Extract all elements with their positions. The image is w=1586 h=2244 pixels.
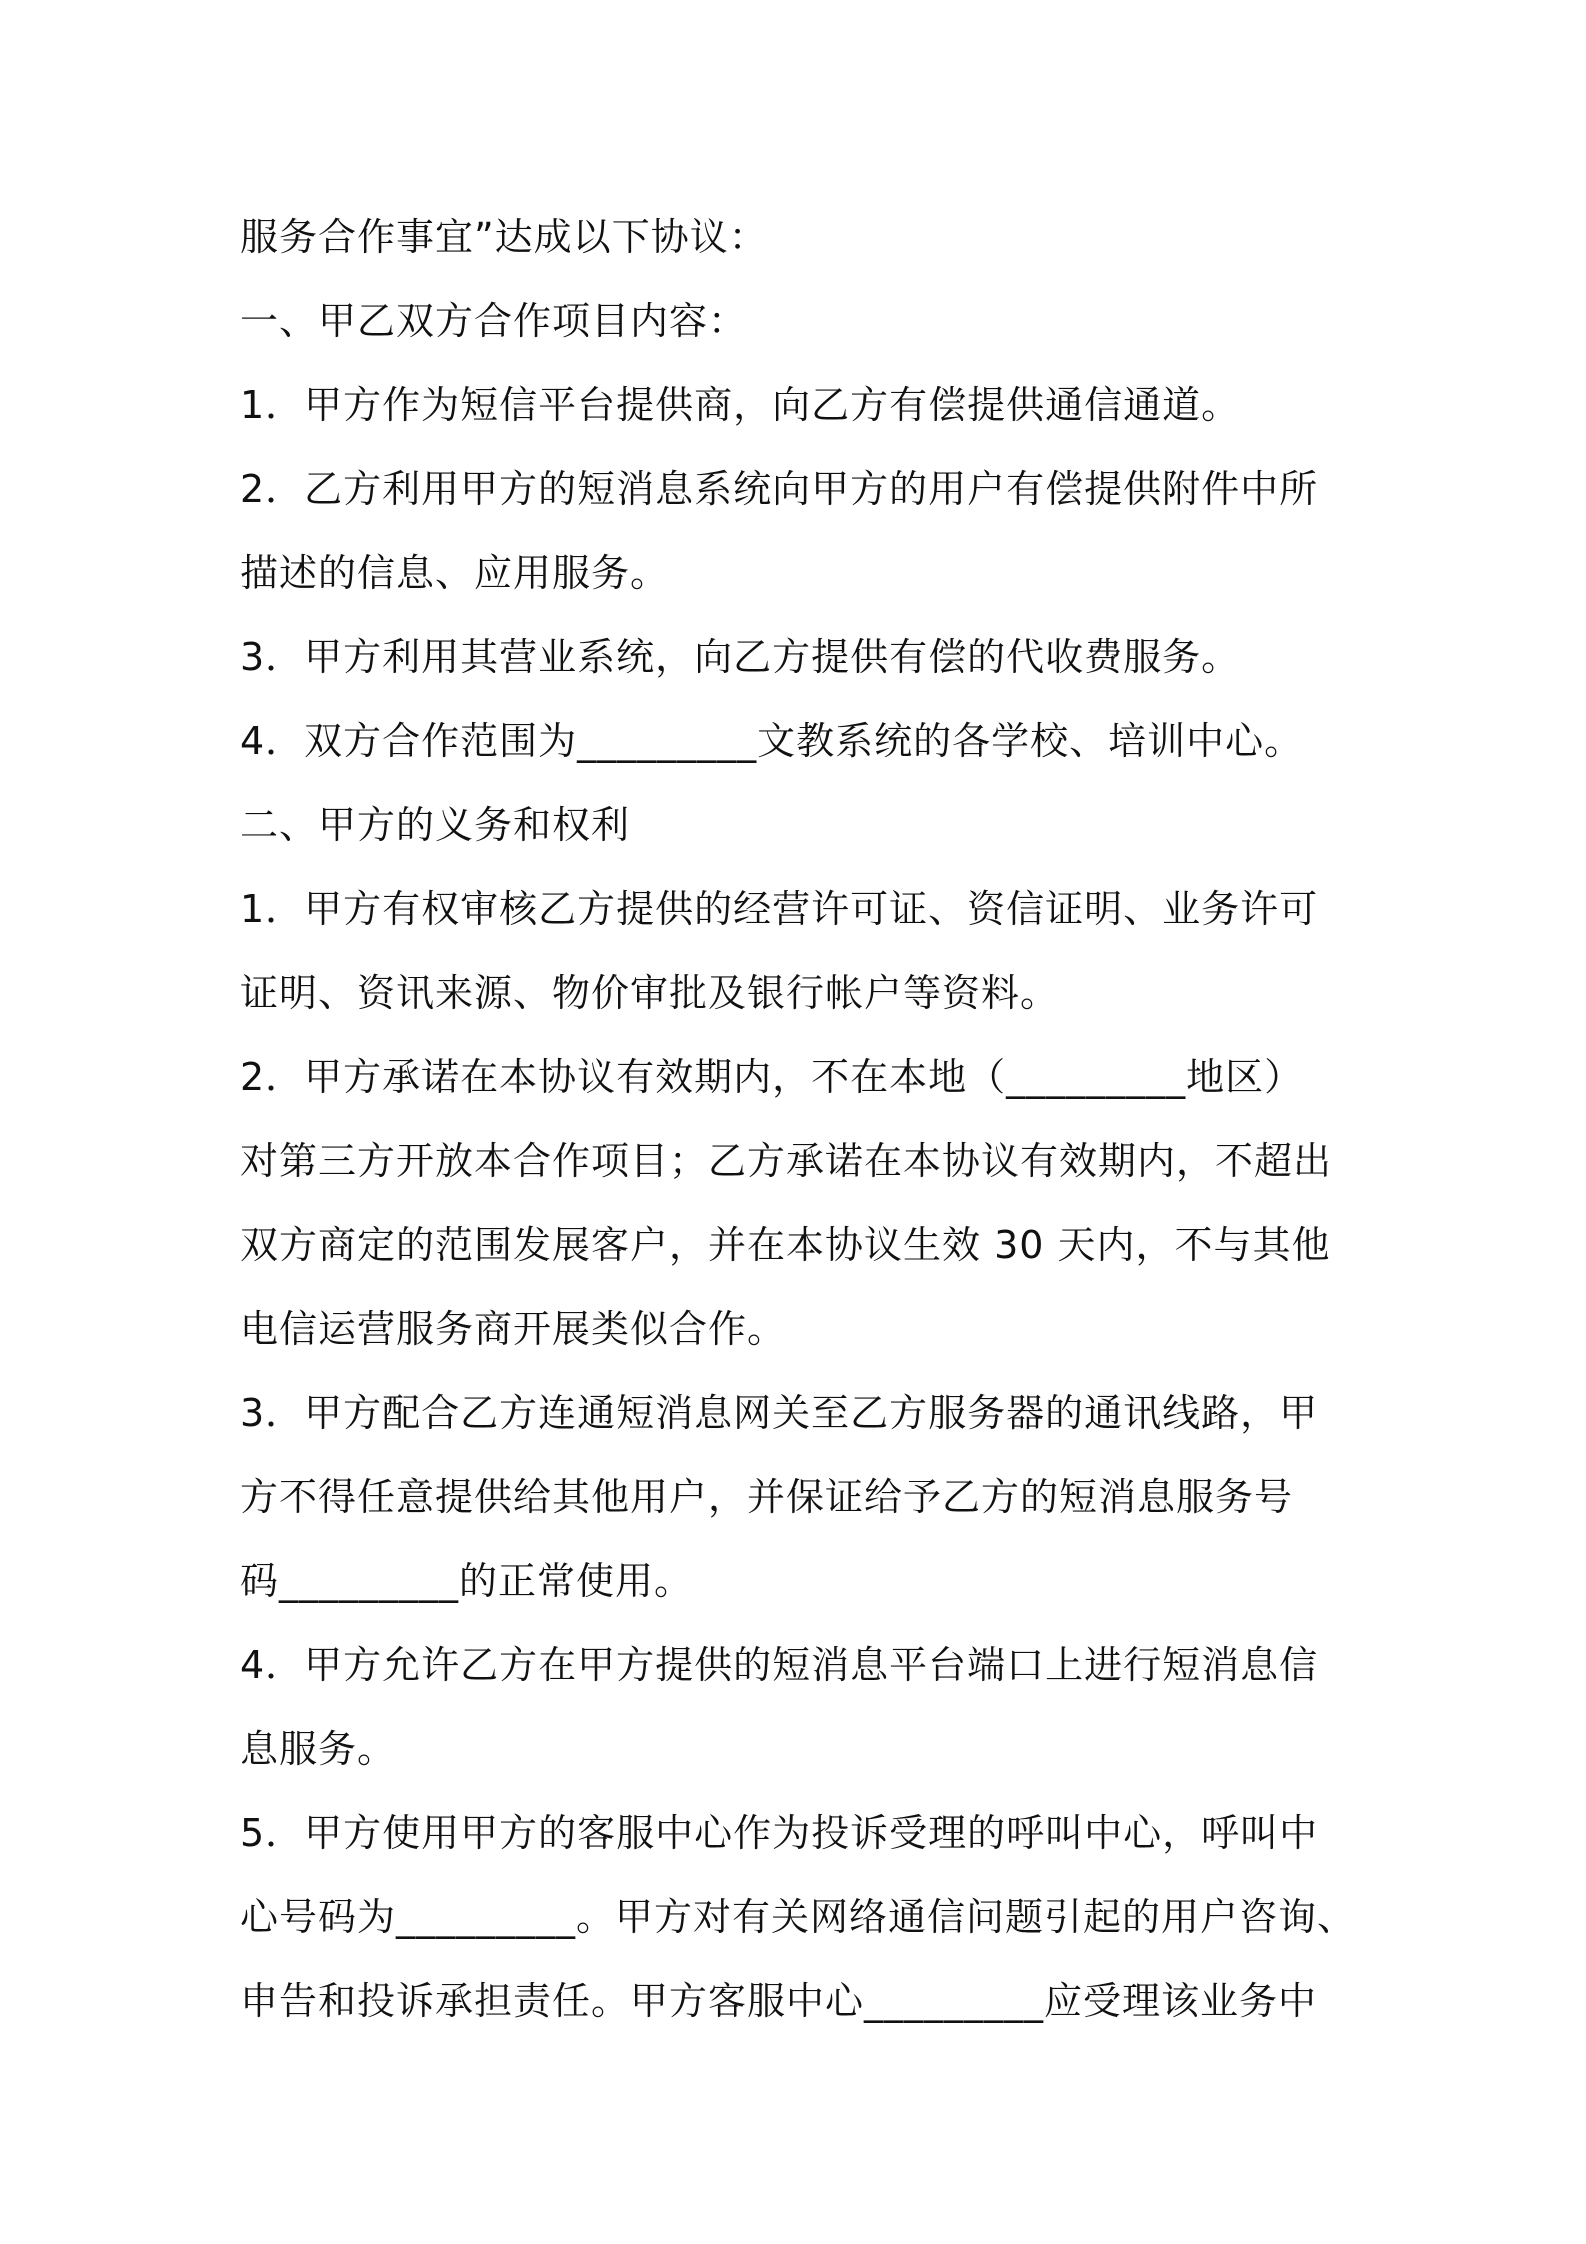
clause-continuation: 申告和投诉承担责任。甲方客服中心_________应受理该业务中 <box>240 1979 1318 2023</box>
clause-continuation: 息服务。 <box>240 1727 397 1771</box>
clause-continuation: 描述的信息、应用服务。 <box>240 551 670 595</box>
clause-item: 5．甲方使用甲方的客服中心作为投诉受理的呼叫中心，呼叫中 <box>240 1811 1319 1855</box>
clause-item: 3．甲方利用其营业系统，向乙方提供有偿的代收费服务。 <box>240 635 1241 679</box>
clause-continuation: 对第三方开放本合作项目；乙方承诺在本协议有效期内，不超出 <box>240 1139 1333 1183</box>
clause-continuation: 码_________的正常使用。 <box>240 1559 694 1603</box>
clause-continuation: 双方商定的范围发展客户，并在本协议生效 30 天内，不与其他 <box>240 1223 1331 1267</box>
clause-continuation: 方不得任意提供给其他用户，并保证给予乙方的短消息服务号 <box>240 1475 1294 1519</box>
clause-item: 1．甲方有权审核乙方提供的经营许可证、资信证明、业务许可 <box>240 887 1319 931</box>
document-body <box>240 195 1380 2043</box>
section-heading: 二、甲方的义务和权利 <box>240 803 631 847</box>
clause-continuation: 心号码为_________。甲方对有关网络通信问题引起的用户咨询、 <box>240 1895 1357 1939</box>
clause-item: 4．甲方允许乙方在甲方提供的短消息平台端口上进行短消息信 <box>240 1643 1319 1687</box>
clause-continuation: 电信运营服务商开展类似合作。 <box>240 1307 787 1351</box>
clause-item: 2．甲方承诺在本协议有效期内，不在本地（_________地区） <box>240 1055 1304 1099</box>
section-heading: 一、甲乙双方合作项目内容： <box>240 299 748 343</box>
clause-item: 3．甲方配合乙方连通短消息网关至乙方服务器的通讯线路，甲 <box>240 1391 1319 1435</box>
clause-continuation: 证明、资讯来源、物价审批及银行帐户等资料。 <box>240 971 1060 1015</box>
clause-item: 1．甲方作为短信平台提供商，向乙方有偿提供通信通道。 <box>240 383 1241 427</box>
text-line: 服务合作事宜”达成以下协议： <box>240 215 768 259</box>
clause-item: 4．双方合作范围为_________文教系统的各学校、培训中心。 <box>240 719 1304 763</box>
clause-item: 2．乙方利用甲方的短消息系统向甲方的用户有偿提供附件中所 <box>240 467 1319 511</box>
